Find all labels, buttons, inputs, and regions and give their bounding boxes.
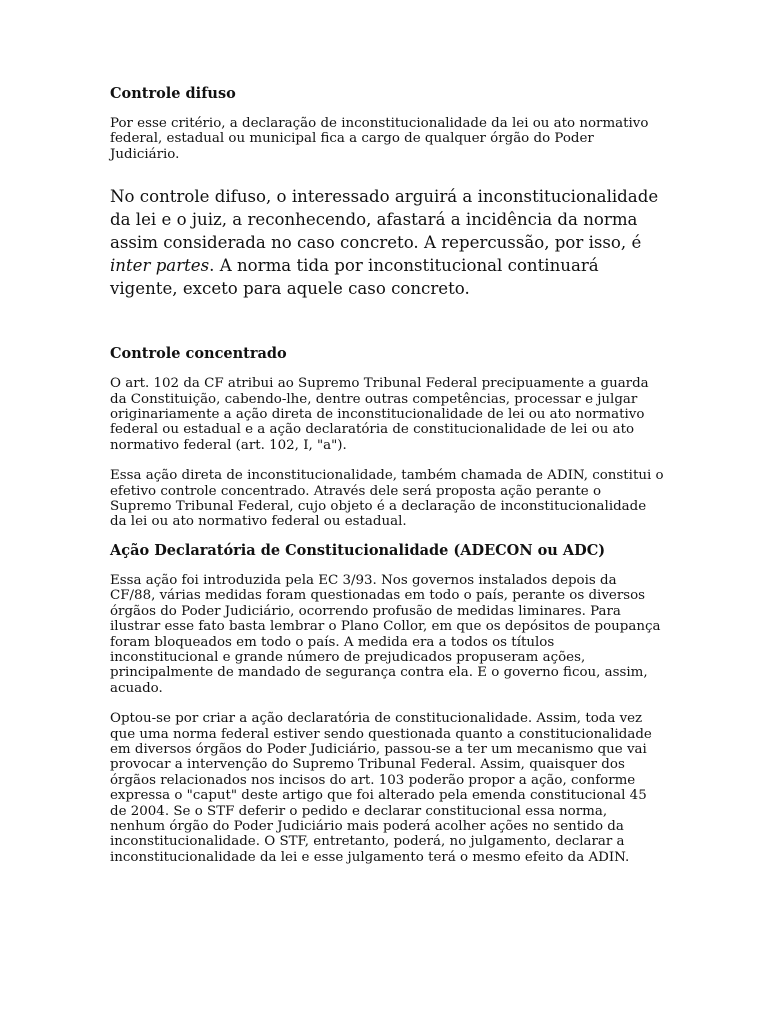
paragraph-concentrado-art102: O art. 102 da CF atribui ao Supremo Tribunal Federal precipuamente a guarda da Constituição, cabendo-lhe, dentre outras competências, processar e julgar originariamente a ação direta de inconstitucionalidade de lei ou ato normativo federal ou estadual e a ação declaratória de constitucionalidade de lei ou ato normativo federal (art. 102, I, "a").: [110, 376, 649, 453]
paragraph-difuso-criterio: Por esse critério, a declaração de inconstitucionalidade da lei ou ato normativo federal, estadual ou municipal fica a cargo de qualquer órgão do Poder Judiciário.: [110, 116, 649, 162]
heading-controle-difuso: Controle difuso: [110, 85, 236, 102]
difuso-text-end: . A norma tida por inconstitucional continuará vigente, exceto para aquele caso concreto.: [110, 256, 599, 299]
heading-adecon: Ação Declaratória de Constitucionalidade (ADECON ou ADC): [110, 541, 606, 559]
paragraph-concentrado-adin: Essa ação direta de inconstitucionalidade, também chamada de ADIN, constitui o efetivo controle concentrado. Através dele será proposta ação perante o Supremo Tribunal Federal, cujo objeto é a declaração de inconstitucionalidade da lei ou ato normativo federal ou estadual.: [110, 468, 664, 530]
paragraph-difuso-interessado: [110, 185, 665, 300]
difuso-text-start: No controle difuso, o interessado arguirá a inconstitucionalidade da lei e o juiz, a reconhecendo, afastará a incidência da norma assim considerada no caso concreto. A repercussão, por isso, é: [110, 187, 659, 253]
difuso-text-italic: inter partes: [110, 256, 210, 276]
paragraph-adecon-optou: Optou-se por criar a ação declaratória de constitucionalidade. Assim, toda vez que uma norma federal estiver sendo questionada quanto a constitucionalidade em diversos órgãos do Poder Judiciário, passou-se a ter um mecanismo que vai provocar a intervenção do Supremo Tribunal Federal. Assim, quaisquer dos órgãos relacionados nos incisos do art. 103 poderão propor a ação, conforme expressa o "caput" deste artigo que foi alterado pela emenda constitucional 45 de 2004. Se o STF deferir o pedido e declarar constitucional essa norma, nenhum órgão do Poder Judiciário mais poderá acolher ações no sentido da inconstitucionalidade. O STF, entretanto, poderá, no julgamento, declarar a inconstitucionalidade da lei e esse julgamento terá o mesmo efeito da ADIN.: [110, 711, 652, 865]
heading-controle-concentrado: Controle concentrado: [110, 345, 287, 363]
document-page: [110, 84, 665, 865]
paragraph-adecon-ec393: Essa ação foi introduzida pela EC 3/93. Nos governos instalados depois da CF/88, várias medidas foram questionadas em todo o país, perante os diversos órgãos do Poder Judiciário, ocorrendo profusão de medidas liminares. Para ilustrar esse fato basta lembrar o Plano Collor, em que os depósitos de poupança foram bloqueados em todo o país. A medida era a todos os títulos inconstitucional e grande número de prejudicados propuseram ações, principalmente de mandado de segurança contra ela. E o governo ficou, assim, acuado.: [110, 572, 661, 696]
